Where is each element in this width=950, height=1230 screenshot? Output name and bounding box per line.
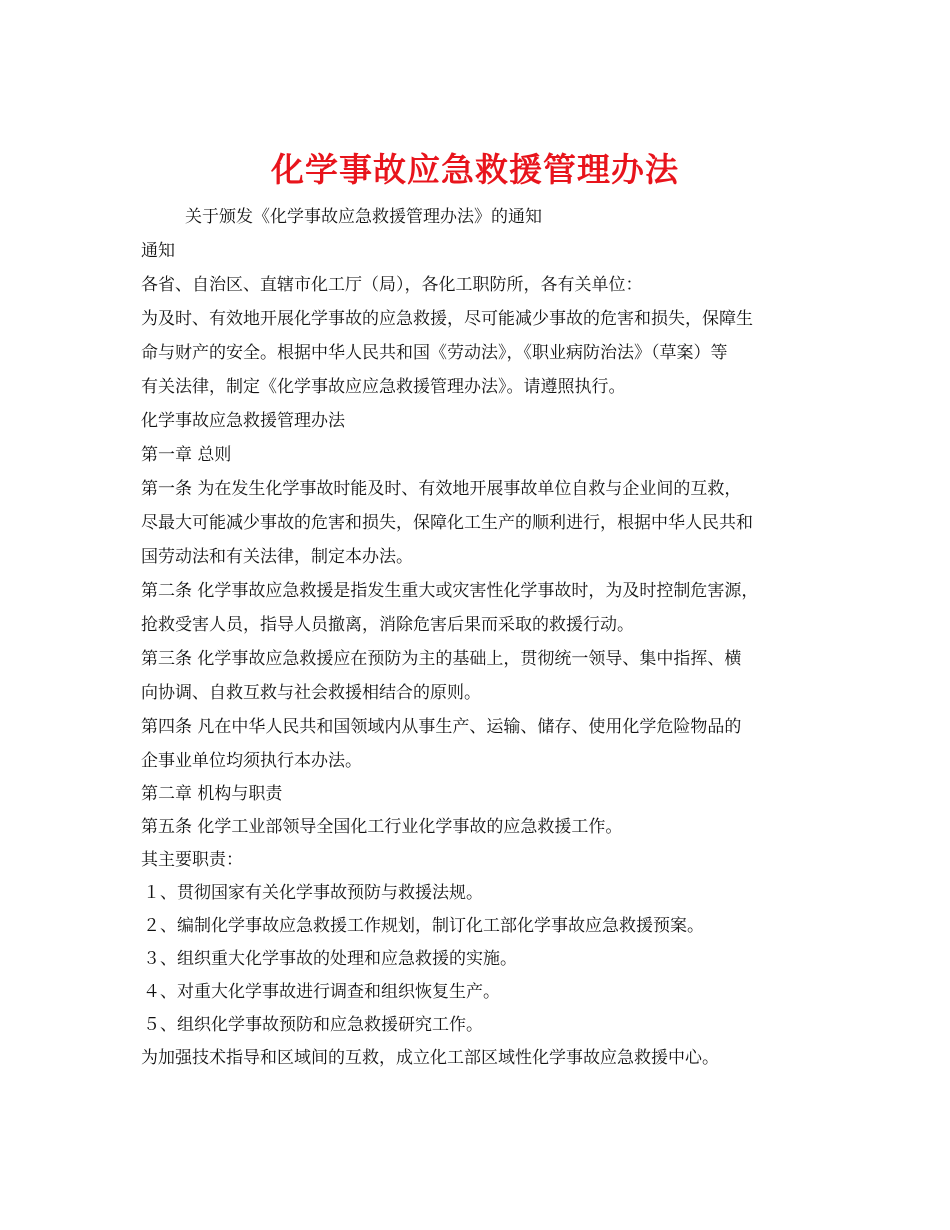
chapter-heading: 第二章 机构与职责	[141, 784, 283, 804]
closing-line: 为加强技术指导和区域间的互救，成立化工部区域性化学事故应急救援中心。	[141, 1048, 719, 1068]
article-line: 企事业单位均须执行本办法。	[141, 751, 362, 771]
notice-heading: 关于颁发《化学事故应急救援管理办法》的通知	[185, 207, 542, 227]
article-line: 第五条 化学工业部领导全国化工行业化学事故的应急救援工作。	[141, 817, 623, 837]
paragraph-line: 命与财产的安全。根据中华人民共和国《劳动法》，《职业病防治法》（草案）等	[141, 343, 728, 363]
duty-list-item: ３、组织重大化学事故的处理和应急救援的实施。	[143, 949, 517, 969]
chapter-heading: 第一章 总则	[141, 445, 232, 465]
document-body	[141, 205, 831, 1070]
article-line: 第三条 化学事故应急救援应在预防为主的基础上，贯彻统一领导、集中指挥、横	[141, 649, 742, 669]
article-line: 向协调、自救互救与社会救援相结合的原则。	[141, 683, 481, 703]
paragraph-line: 有关法律，制定《化学事故应应急救援管理办法》。请遵照执行。	[141, 377, 626, 397]
duties-label: 其主要职责：	[141, 850, 243, 870]
article-line: 国劳动法和有关法律，制定本办法。	[141, 547, 413, 567]
duty-list-item: ５、组织化学事故预防和应急救援研究工作。	[143, 1015, 483, 1035]
section-title: 化学事故应急救援管理办法	[141, 411, 345, 431]
article-line: 第二条 化学事故应急救援是指发生重大或灾害性化学事故时，为及时控制危害源，	[141, 581, 759, 601]
article-line: 抢救受害人员，指导人员撤离，消除危害后果而采取的救援行动。	[141, 615, 634, 635]
article-line: 第一条 为在发生化学事故时能及时、有效地开展事故单位自救与企业间的互救，	[141, 479, 742, 499]
paragraph-line: 为及时、有效地开展化学事故的应急救援，尽可能减少事故的危害和损失，保障生	[141, 309, 753, 329]
notice-label: 通知	[141, 241, 175, 261]
article-line: 第四条 凡在中华人民共和国领域内从事生产、运输、储存、使用化学危险物品的	[141, 717, 742, 737]
duty-list-item: ４、对重大化学事故进行调查和组织恢复生产。	[143, 982, 500, 1002]
duty-list-item: １、贯彻国家有关化学事故预防与救援法规。	[143, 883, 483, 903]
recipients-line: 各省、自治区、直辖市化工厅（局），各化工职防所，各有关单位：	[141, 275, 643, 295]
article-line: 尽最大可能减少事故的危害和损失，保障化工生产的顺利进行，根据中华人民共和	[141, 513, 753, 533]
document-title: 化学事故应急救援管理办法	[271, 150, 679, 190]
duty-list-item: ２、编制化学事故应急救援工作规划，制订化工部化学事故应急救援预案。	[143, 916, 704, 936]
